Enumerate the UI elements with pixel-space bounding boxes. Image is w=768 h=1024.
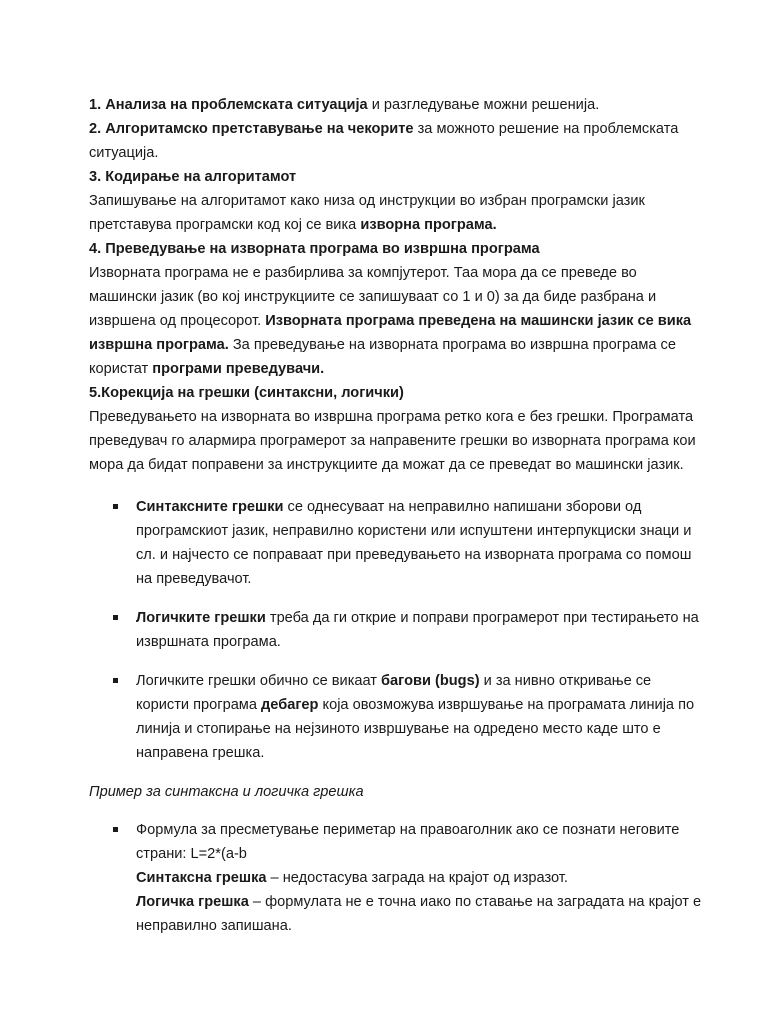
list-item-example xyxy=(89,818,708,938)
step-4-text-2: За преведување на изворната програма во извршна програма се користат xyxy=(89,337,676,377)
step-1 xyxy=(89,93,708,117)
list-item-text: Логичките грешки обично се викаат xyxy=(136,673,382,689)
step-3-text: Запишување на алгоритамот како низа од инструкции во избран програмски јазик претставува програмски код кој се вика xyxy=(89,193,645,233)
square-bullet-icon xyxy=(113,615,118,620)
step-4-body xyxy=(89,261,708,381)
list-item-text: која овозможува извршување на програмата линија по линија и стопирање на нејзиното извршување на одредено место каде што е направена грешка. xyxy=(136,697,695,761)
square-bullet-icon xyxy=(113,678,118,683)
list-item-term: дебагер xyxy=(261,697,319,713)
step-2 xyxy=(89,117,708,165)
list-item-text: треба да ги открие и поправи програмерот при тестирањето на извршната програма. xyxy=(136,610,699,650)
step-1-heading: 1. Анализа на проблемската ситуација xyxy=(89,97,368,113)
list-item-term: Логичките грешки xyxy=(136,610,266,626)
step-3-body xyxy=(89,189,708,237)
list-item-logic-errors xyxy=(89,606,708,654)
step-5-heading-text: 5.Корекција на грешки (синтаксни, логички) xyxy=(89,385,404,401)
list-item-term: Синтаксните грешки xyxy=(136,499,284,515)
step-3-heading-text: 3. Кодирање на алгоритамот xyxy=(89,169,297,185)
step-3-heading xyxy=(89,165,708,189)
list-item-text: и за нивно откривање се користи програма xyxy=(136,673,652,713)
step-4-heading-text: 4. Преведување на изворната програма во извршна програма xyxy=(89,241,540,257)
step-2-heading: 2. Алгоритамско претставување на чекорите xyxy=(89,121,414,137)
square-bullet-icon xyxy=(113,504,118,509)
example-syntax-term: Синтаксна грешка xyxy=(136,870,267,886)
list-item-text: се однесуваат на неправилно напишани зборови од програмскиот јазик, неправилно користени или испуштени интерпукциски знаци и сл. и најчесто се поправаат при преведувањето на изворната програма со помош на преведувачот. xyxy=(136,499,692,587)
example-syntax-error xyxy=(136,866,708,890)
step-4-term-2: програми преведувачи. xyxy=(152,361,325,377)
square-bullet-icon xyxy=(113,827,118,832)
step-3-term: изворна програма. xyxy=(360,217,497,233)
example-list xyxy=(89,818,708,938)
step-5-heading xyxy=(89,381,708,405)
list-item-syntax-errors xyxy=(89,495,708,591)
list-item-term: багови (bugs) xyxy=(381,673,480,689)
step-5-body: Преведувањето на изворната во извршна програма ретко кога е без грешки. Програмата преведувач го алармира програмерот за направените грешки во изворната програма кои мора да бидат поправени за инструкциите да можат да се преведат во машински јазик. xyxy=(89,409,696,473)
example-syntax-text: – недостасува заграда на крајот од изразот. xyxy=(266,870,568,886)
example-title: Пример за синтаксна и логичка грешка xyxy=(89,784,364,800)
error-types-list xyxy=(89,495,708,765)
step-2-text: за можното решение на проблемската ситуација. xyxy=(89,121,679,161)
example-logic-error xyxy=(136,890,708,938)
step-1-text: и разгледување можни решенија. xyxy=(367,97,600,113)
step-4-text-1: Изворната програма не е разбирлива за компјутерот. Таа мора да се преведе во машински јазик (во кој инструкциите се запишуваат со 1 и 0) за да биде разбрана и извршена од процесорот. xyxy=(89,265,657,329)
example-logic-term: Логичка грешка xyxy=(136,894,249,910)
step-4-heading xyxy=(89,237,708,261)
example-formula: Формула за пресметување периметар на правоаголник ако се познати неговите страни: L=2*(a-b xyxy=(136,822,680,862)
list-item-bugs xyxy=(89,669,708,765)
step-4-term-1: Изворната програма преведена на машински јазик се вика извршна програма. xyxy=(89,313,692,353)
example-logic-text: – формулата не е точна иако по ставање на заградата на крајот е неправилно запишана. xyxy=(136,894,702,934)
